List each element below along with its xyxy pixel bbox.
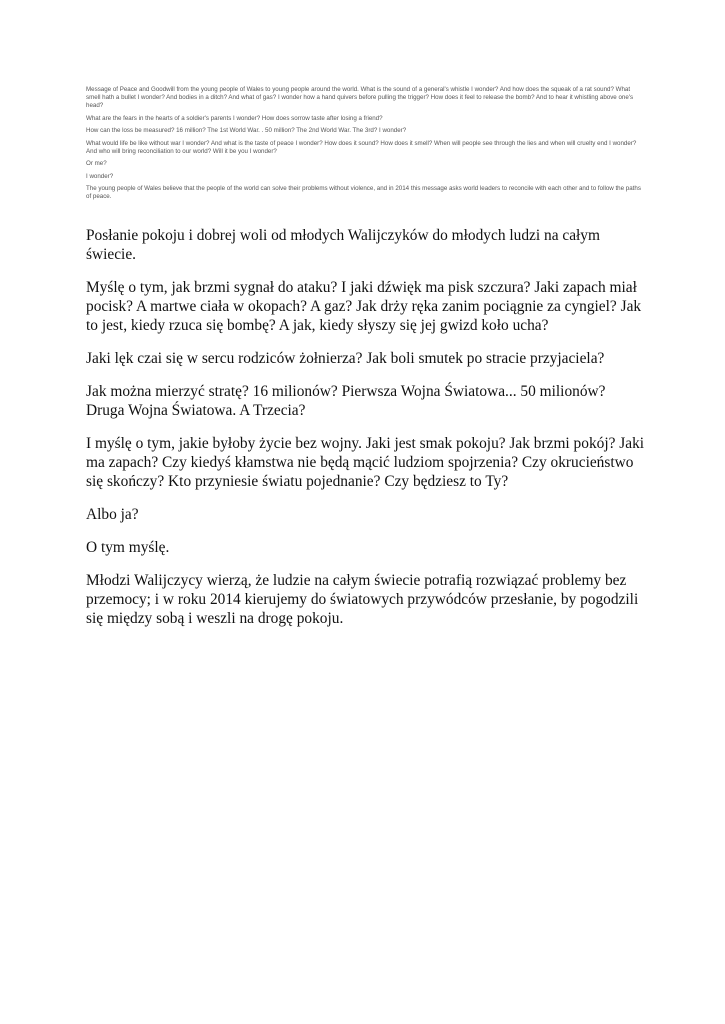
english-paragraph-7: The young people of Wales believe that the people of the world can solve their problems without violence, and in 2014 this message asks world leaders to reconcile with each other and to follow the paths of peace. [86, 185, 641, 200]
polish-paragraph-4: Jak można mierzyć stratę? 16 milionów? Pierwsza Wojna Światowa... 50 milionów? Druga Wojna Światowa. A Trzecia? [86, 383, 606, 419]
polish-paragraph-5: I myślę o tym, jakie byłoby życie bez wojny. Jaki jest smak pokoju? Jak brzmi pokój? Jaki ma zapach? Czy kiedyś kłamstwa nie będą mącić ludziom spojrzenia? Czy okrucieństwo się skończy? Kto przyniesie światu pojednanie? Czy będziesz to Ty? [86, 435, 645, 490]
english-message-section [86, 86, 646, 206]
polish-paragraph-7: O tym myślę. [86, 539, 170, 556]
polish-paragraph-2: Myślę o tym, jak brzmi sygnał do ataku? I jaki dźwięk ma pisk szczura? Jaki zapach miał pocisk? A martwe ciała w okopach? A gaz? Jak drży ręka zanim pociągnie za cyngiel? Jak to jest, kiedy rzuca się bombę? A jak, kiedy słyszy się jej gwizd koło ucha? [86, 279, 642, 334]
polish-paragraph-1: Posłanie pokoju i dobrej woli od młodych Walijczyków do młodych ludzi na całym świecie. [86, 227, 600, 263]
english-paragraph-2: What are the fears in the hearts of a soldier's parents I wonder? How does sorrow taste after losing a friend? [86, 114, 383, 122]
english-paragraph-5: Or me? [86, 160, 107, 167]
english-paragraph-3: How can the loss be measured? 16 million? The 1st World War. . 50 million? The 2nd World War. The 3rd? I wonder? [86, 127, 407, 134]
polish-message-section [86, 226, 646, 642]
english-paragraph-6: I wonder? [86, 172, 114, 180]
polish-paragraph-8: Młodzi Walijczycy wierzą, że ludzie na całym świecie potrafią rozwiązać problemy bez przemocy; i w roku 2014 kierujemy do światowych przywódców przesłanie, by pogodzili się między sobą i weszli na drogę pokoju. [86, 572, 639, 627]
english-paragraph-4: What would life be like without war I wonder? And what is the taste of peace I wonder? How does it sound? How does it smell? When will people see through the lies and when will cruelty end I wonder? And who will bring reconciliation to our world? Will it be you I wonder? [86, 139, 637, 155]
polish-paragraph-6: Albo ja? [86, 506, 139, 523]
english-paragraph-1: Message of Peace and Goodwill from the young people of Wales to young people around the world. What is the sound of a general's whistle I wonder? And how does the squeak of a rat sound? What smell hath a bullet I wonder? And bodies in a ditch? And what of gas? I wonder how a hand quivers before pulling the trigger? How does it feel to release the bomb? And to hear it whistling above one's head? [86, 86, 634, 109]
polish-paragraph-3: Jaki lęk czai się w sercu rodziców żołnierza? Jak boli smutek po stracie przyjaciela? [86, 350, 605, 367]
